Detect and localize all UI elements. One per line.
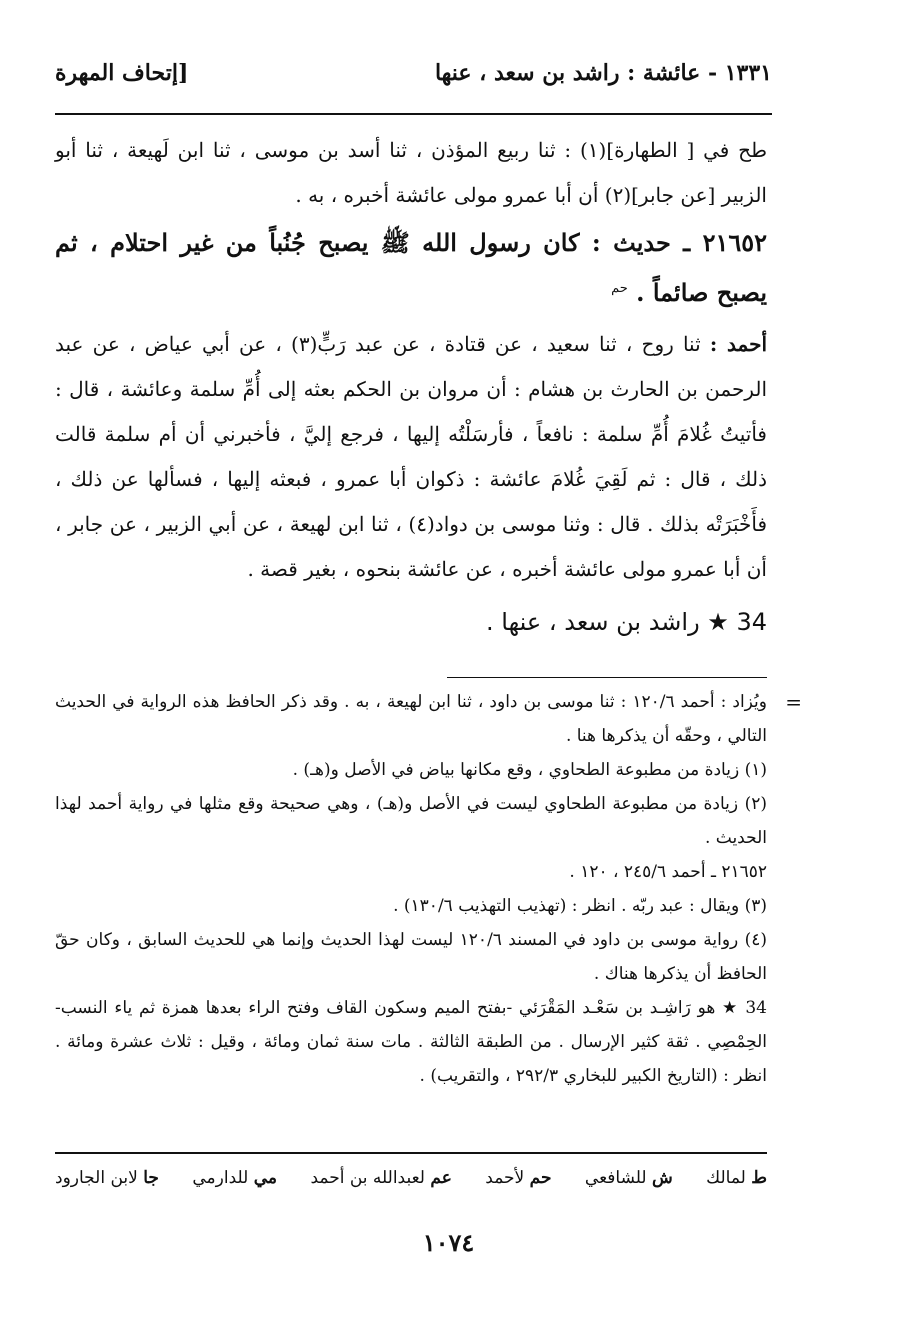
paragraph-tahawi: طح في [ الطهارة](١) : ثنا ربيع المؤذن ، ثنا أسد بن موسى ، ثنا ابن لَهيعة ، ثنا أبو الزبير [عن جابر](٢) أن أبا عمرو مولى عائشة أخبره ، به . xyxy=(55,138,768,207)
running-header xyxy=(55,60,772,100)
hadith-number: ٢١٦٥٢ ـ حديث : xyxy=(591,228,768,257)
footnote-continuation: ويُزاد : أحمد ١٢٠/٦ : ثنا موسى بن داود ، ثنا ابن لهيعة ، به . وقد ذكر الحافظ هذه الرواية في الحديث التالي ، وحقّه أن يذكرها هنا . xyxy=(55,692,767,746)
footnote-3: (٣) ويقال : عبد ربّه . انظر : (تهذيب التهذيب ١٣٠/٦) . xyxy=(393,896,767,916)
continuation-mark: = xyxy=(785,690,802,714)
footnote-1: (١) زيادة من مطبوعة الطحاوي ، وقع مكانها بياض في الأصل و(هـ) . xyxy=(292,760,767,780)
footnote-narrator-bio: 34 ★ هو رَاشِـد بن سَعْـد المَقْرَئي -بفتح الميم وسكون القاف وفتح الراء بعدها همزة ثم ياء النسب- الحِمْصِي . ثقة كثير الإرسال . من الطبقة الثالثة . مات سنة ثمان ومائة ، وقيل : ثلاث عشرة ومائة . انظر : (التاريخ الكبير للبخاري ٢٩٢/٣ ، والتقريب) . xyxy=(55,998,767,1086)
hadith-siglum: حم xyxy=(611,281,628,296)
abbrev-item: عم لعبدالله بن أحمد xyxy=(310,1168,452,1188)
isnad-text: ثنا روح ، ثنا سعيد ، عن قتادة ، عن عبد رَبٍّ(٣) ، عن أبي عياض ، عن عبد الرحمن بن الحارث بن هشام : أن مروان بن الحكم بعثه إلى أُمِّ سلمة وعائشة ، قال : فأتيتُ غُلامَ أُمِّ سلمة : نافعاً ، فأرسَلْتُه إليها ، فرجع إليَّ ، فأخبرني أن أم سلمة قالت ذلك ، قال : ثم لَقِيَ غُلامَ عائشة : ذكوان أبا عمرو ، فبعثه إليها ، فسألها عن ذلك ، فأَخْبَرَتْه بذلك . قال : وثنا موسى بن دواد(٤) ، ثنا ابن لهيعة ، عن أبي الزبير ، عن جابر ، أن أبا عمرو مولى عائشة أخبره ، عن عائشة بنحوه ، بغير قصة . xyxy=(55,332,768,581)
abbrev-item: ش للشافعي xyxy=(584,1168,673,1188)
hadith-text: كان رسول الله ﷺ يصبح جُنُباً من غير احتلام ، ثم يصبح صائماً . xyxy=(55,228,767,307)
abbreviation-key xyxy=(55,1168,767,1188)
footnote-4: (٤) رواية موسى بن داود في المسند ١٢٠/٦ ليست لهذا الحديث وإنما هي للحديث السابق ، وكان حقّ الحافظ أن يذكرها هناك . xyxy=(55,930,767,984)
abbrev-item: ط لمالك xyxy=(706,1168,767,1188)
footnotes xyxy=(55,685,767,1093)
abbrev-item: جا لابن الجارود xyxy=(55,1168,159,1188)
abbrev-item: حم لأحمد xyxy=(485,1168,552,1188)
main-text xyxy=(55,128,767,645)
footnote-hadith-ref: ٢١٦٥٢ ـ أحمد ٢٤٥/٦ ، ١٢٠ . xyxy=(569,862,767,882)
abbrev-item: مي للدارمي xyxy=(192,1168,278,1188)
hadith-entry xyxy=(55,220,767,316)
header-book-name: [إتحاف المهرة xyxy=(55,60,189,86)
paragraph-ahmad xyxy=(55,322,767,592)
footnote-2: (٢) زيادة من مطبوعة الطحاوي ليست في الأصل و(هـ) ، وهي صحيحة وقع مثلها في رواية أحمد لهذا الحديث . xyxy=(55,794,767,848)
page-number: ١٠٧٤ xyxy=(422,1228,475,1257)
abbreviation-rule xyxy=(55,1152,767,1154)
footnote-rule xyxy=(447,677,767,678)
narrator-heading: 34 ★ راشد بن سعد ، عنها . xyxy=(486,608,767,636)
source-label: أحمد : xyxy=(709,332,768,356)
header-rule xyxy=(55,113,772,115)
header-title: ١٣٣١ - عائشة : راشد بن سعد ، عنها xyxy=(434,60,772,86)
